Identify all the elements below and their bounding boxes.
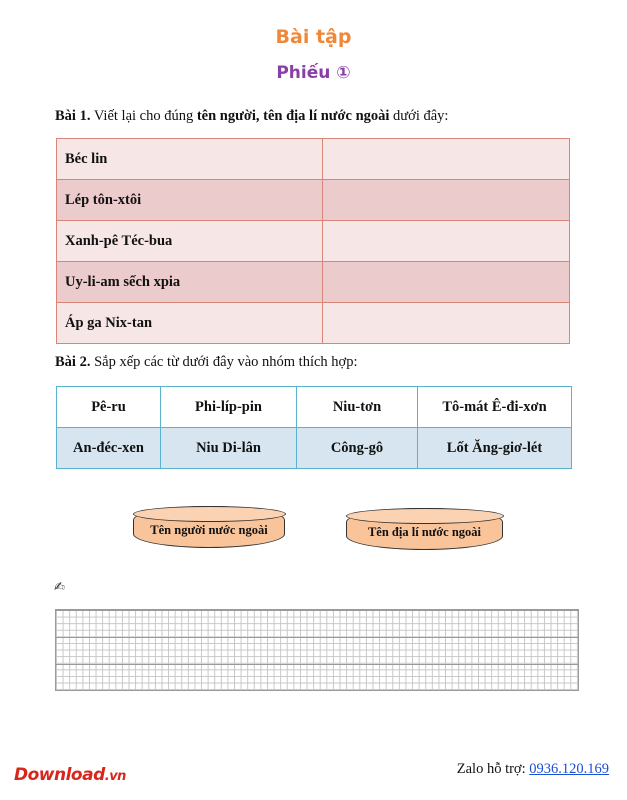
exercise-2-label: Bài 2.	[55, 354, 91, 370]
answer-cell[interactable]	[323, 303, 570, 344]
group-label: Tên địa lí nước ngoài	[367, 524, 482, 539]
support-label: Zalo hỗ trợ:	[456, 761, 530, 777]
word-cell: Pê-ru	[57, 387, 161, 428]
answer-cell[interactable]	[323, 221, 570, 262]
group-foreign-person-names	[133, 506, 285, 548]
logo-main: Download	[14, 765, 105, 785]
page-title: Bài tập	[275, 26, 352, 48]
exercise-1-text-a: Viết lại cho đúng	[90, 108, 197, 124]
word-cell: Lốt Ăng-giơ-lét	[418, 428, 572, 469]
table-row	[57, 139, 570, 180]
logo-suffix: .vn	[104, 769, 126, 784]
word-cell: An-đéc-xen	[57, 428, 161, 469]
word-cell: Phi-líp-pin	[161, 387, 297, 428]
misspelled-name-cell: Uy-li-am sếch xpia	[57, 262, 323, 303]
table-row	[57, 303, 570, 344]
misspelled-name-cell: Xanh-pê Téc-bua	[57, 221, 323, 262]
exercise-1-bold: tên người, tên địa lí nước ngoài	[196, 108, 390, 124]
group-label: Tên người nước ngoài	[150, 522, 268, 537]
support-contact	[457, 761, 609, 778]
word-cell: Tô-mát Ê-đi-xơn	[418, 387, 572, 428]
exercise-1-text-b: dưới đây:	[389, 108, 449, 124]
exercise-2-instruction	[55, 354, 357, 371]
table-row	[57, 428, 572, 469]
exercise-2-text: Sắp xếp các từ dưới đây vào nhóm thích hợp:	[90, 354, 358, 370]
misspelled-name-cell: Áp ga Nix-tan	[57, 303, 323, 344]
misspelled-name-cell: Lép tôn-xtôi	[57, 180, 323, 221]
support-phone-link[interactable]: 0936.120.169	[529, 761, 609, 777]
answer-cell[interactable]	[323, 262, 570, 303]
misspelled-name-cell: Béc lin	[57, 139, 323, 180]
word-cell: Niu Di-lân	[161, 428, 297, 469]
exercise-1-label: Bài 1.	[55, 108, 91, 124]
table-row	[57, 262, 570, 303]
answer-cell[interactable]	[323, 139, 570, 180]
download-vn-logo[interactable]	[14, 765, 126, 785]
exercise-1-instruction	[55, 108, 448, 125]
writing-hand-icon: ✍	[54, 580, 65, 595]
table-row	[57, 221, 570, 262]
word-cell: Niu-tơn	[297, 387, 418, 428]
worksheet-subtitle: Phiếu ①	[276, 63, 351, 83]
writing-grid[interactable]	[55, 609, 579, 691]
answer-cell[interactable]	[323, 180, 570, 221]
group-foreign-place-names	[346, 508, 503, 550]
exercise-2-word-table	[56, 386, 572, 469]
exercise-1-table	[56, 138, 570, 344]
table-row	[57, 387, 572, 428]
word-cell: Công-gô	[297, 428, 418, 469]
table-row	[57, 180, 570, 221]
